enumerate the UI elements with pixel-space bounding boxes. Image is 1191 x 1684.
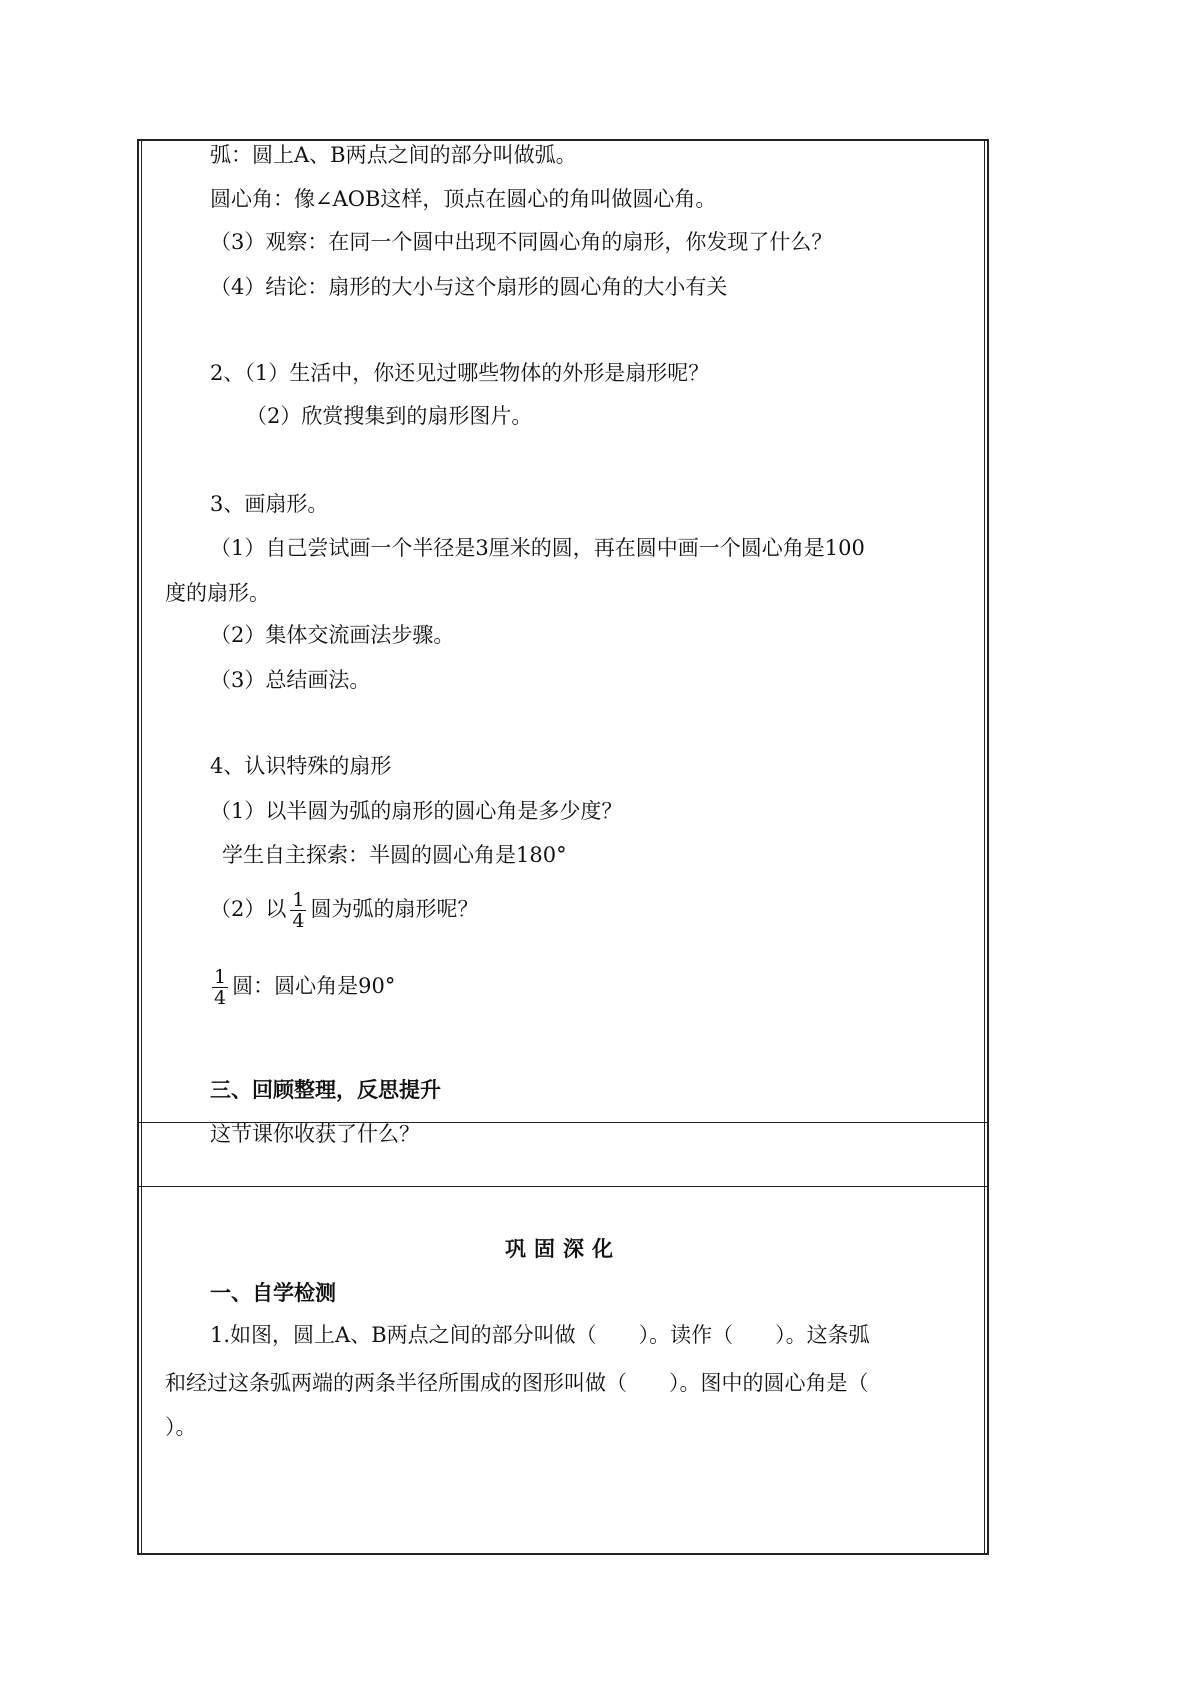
text-line-exchange: （2）集体交流画法步骤。 [210,623,455,647]
row-divider-bottom [137,1186,989,1187]
quarter-question-prefix: （2）以 [210,897,287,921]
text-line-appreciate: （2）欣赏搜集到的扇形图片。 [246,404,533,428]
text-line-exercise-1-end: ）。 [165,1415,197,1439]
text-line-quarter-answer [212,967,395,1008]
fraction-denominator: 4 [292,910,305,932]
fraction-denominator: 4 [214,987,227,1009]
text-line-conclusion: （4）结论：扇形的大小与这个扇形的圆心角的大小有关 [210,275,728,299]
fraction-numerator: 1 [292,889,305,911]
text-line-question-2: 2、（1）生活中，你还见过哪些物体的外形是扇形呢？ [210,361,710,385]
text-line-observe: （3）观察：在同一个圆中出现不同圆心角的扇形，你发现了什么？ [210,230,833,254]
text-line-try-draw: （1）自己尝试画一个半径是3厘米的圆，再在圆中画一个圆心角是100 [210,536,865,560]
text-line-draw-sector: 3、画扇形。 [210,492,329,516]
section-heading-self-check: 一、自学检测 [210,1280,336,1305]
text-line-quarter-question [210,890,478,931]
quarter-question-suffix: 圆为弧的扇形呢？ [310,897,479,921]
section-heading-review: 三、回顾整理，反思提升 [210,1077,441,1102]
section-header-consolidate: 巩固深化 [505,1236,621,1261]
text-line-try-draw-cont: 度的扇形。 [165,581,270,605]
text-line-special-sector: 4、认识特殊的扇形 [210,754,392,778]
text-line-arc-definition: 弧：圆上A、B两点之间的部分叫做弧。 [210,143,577,167]
text-line-semicircle-question: （1）以半圆为弧的扇形的圆心角是多少度？ [210,799,623,823]
text-line-exercise-1-cont: 和经过这条弧两端的两条半径所围成的图形叫做（ ）。图中的圆心角是（ [165,1371,869,1395]
text-line-summary-method: （3）总结画法。 [210,668,371,692]
text-line-semicircle-answer: 学生自主探索：半圆的圆心角是180° [222,843,567,867]
text-line-central-angle-definition: 圆心角：像∠AOB这样，顶点在圆心的角叫做圆心角。 [210,187,717,211]
fraction-one-quarter [290,890,306,931]
fraction-one-quarter-answer [212,967,228,1008]
quarter-answer-text: 圆：圆心角是90° [232,974,396,998]
text-line-what-learned: 这节课你收获了什么？ [210,1122,420,1146]
fraction-numerator: 1 [214,966,227,988]
text-line-exercise-1: 1.如图，圆上A、B两点之间的部分叫做（ ）。读作（ ）。这条弧 [210,1323,870,1347]
